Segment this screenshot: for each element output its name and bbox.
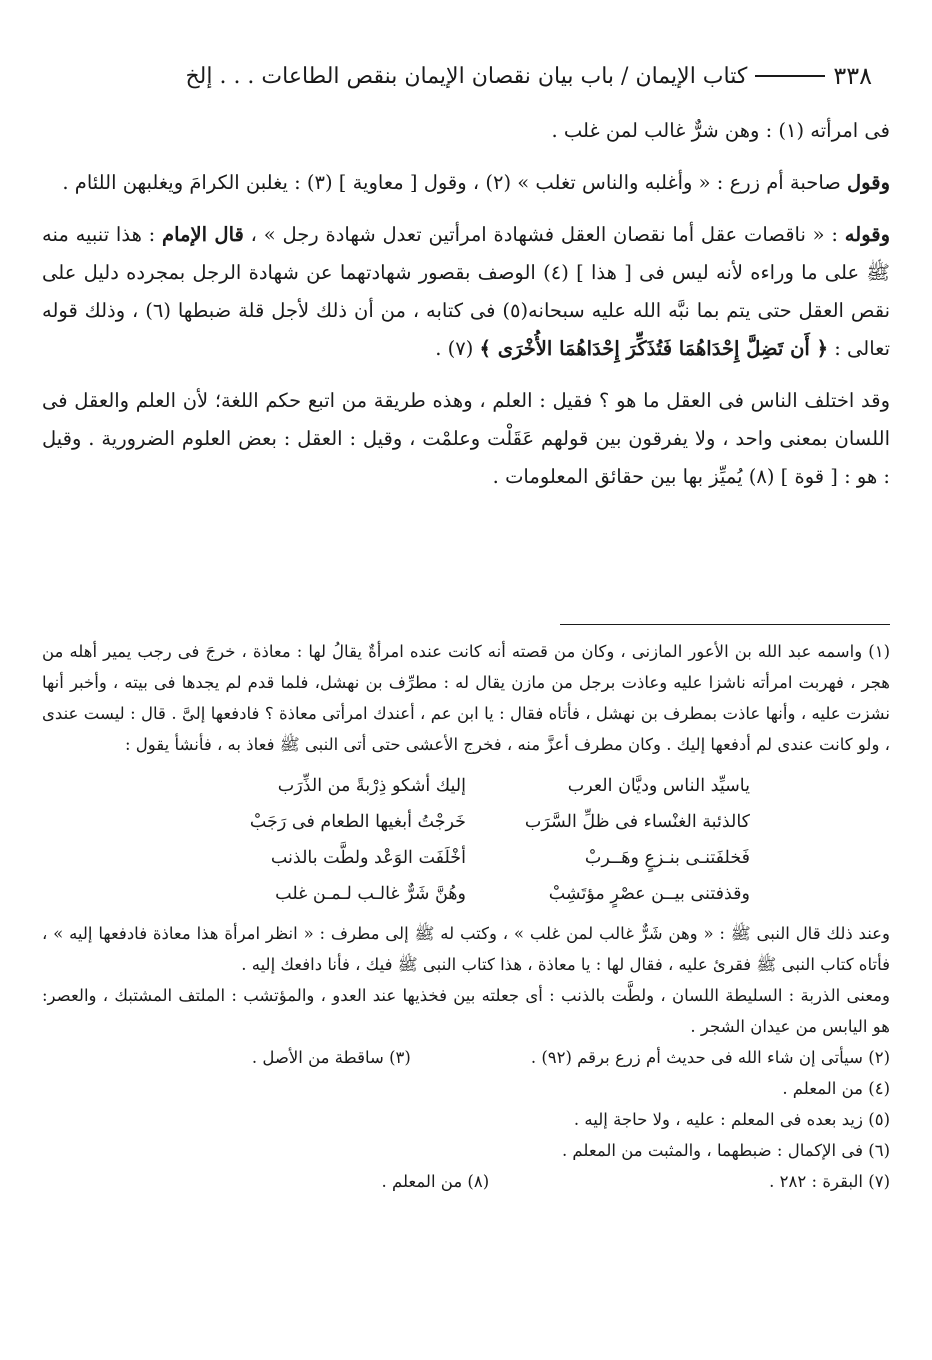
footnote-1: (١) واسمه عبد الله بن الأعور المازنى ، وكان من قصته أنه كانت عنده امرأةٌ يقالُ لها : معاذة ، خرجَ فى رجب يمير أهله من هجر ، فهربت امرأته ناشزا عليه وعاذت برجل من مازن يقال له : مطرِّف بن نهشل، فلما قدم لم يجدها فى بيته ، وأخبر أنها نشزت عليه ، وأنها عاذت بمطرف بن نهشل ، فأتاه فقال : يا ابن عم ، أعندك امرأتى معاذة ؟ فادفعها إلىَّ . قال : ليست عندى ، ولو كانت عندى لم أدفعها إليك . وكان مطرف أعزَّ منه ، فخرج الأعشى حتى أتى النبى ﷺ فعاذ به ، فأنشأ يقول :: [42, 642, 890, 754]
poem-verse: فَخلفَتنـى بنـزعٍ وهَــربْ: [584, 848, 750, 868]
footnote-divider: [560, 624, 890, 625]
poem-verse: كالذئبة الغنْساء فى ظلِّ السَّرَب: [524, 812, 750, 832]
footnote-4: (٤) من المعلم .: [782, 1079, 890, 1098]
paragraph-3-text-a: : « ناقصات عقل أما نقصان العقل فشهادة امرأتين تعدل شهادة رجل » ،: [243, 223, 845, 246]
paragraph-3-lead: وقوله: [844, 223, 891, 246]
poem: [102, 770, 830, 910]
footnote-7: (٧) البقرة : ٢٨٢ .: [769, 1172, 890, 1191]
paragraph-1: فى امرأته (١) : وهن شرٌّ غالب لمن غلب .: [551, 119, 890, 142]
poem-verse: أخْلَفَت الوَعْد ولطَّت بالذنب: [270, 848, 466, 868]
paragraph-2-text: صاحبة أم زرع : « وأغلبه والناس تغلب » (٢) ، وقول [ معاوية ] (٣) : يغلبن الكرامَ ويغلبهن اللئام .: [62, 171, 848, 194]
footnote-8: (٨) من المعلم .: [381, 1172, 490, 1191]
poem-verse: ياسيِّد الناس وديَّان العرب: [567, 776, 750, 796]
footnote-1-glossary: ومعنى الذربة : السليطة اللسان ، ولطَّت بالذنب : أى جعلته بين فخذيها عند العدو ، والمؤتشب : الملتف المشتبك ، والعصر: هو اليابس من عيدان الشجر .: [42, 986, 890, 1036]
paragraph-4: وقد اختلف الناس فى العقل ما هو ؟ فقيل : العلم ، وهذه طريقة من اتبع حكم اللغة؛ لأن العلم والعقل فى اللسان بمعنى واحد ، ولا يفرقون بين قولهم عَقَلْت وعلمْت ، وقيل : العقل : بعض العلوم الضرورية . وقيل : هو : [ قوة ] (٨) يُميِّز بها بين حقائق المعلومات .: [42, 389, 890, 488]
running-title: كتاب الإيمان / باب بيان نقصان الإيمان بنقص الطاعات . . . إلخ: [185, 63, 748, 89]
poem-verse: وقذفتنى بيــن عصْرٍ مؤتَشِبْ: [548, 884, 750, 904]
paragraph-3-text-b: : هذا تنبيه منه ﷺ على ما وراءه لأنه ليس فى [ هذا ] (٤) الوصف بقصور شهادتهما عن شهادة الرجل بمجرده دليل على نقص العقل حتى يتم بما نبَّه الله عليه سبحانه(٥) فى كتابه ، من أن ذلك لأجل قلة ضبطها (٦) ، وذلك قوله تعالى :: [42, 223, 890, 360]
page-header: [30, 56, 872, 96]
header-rule: [755, 75, 825, 77]
footnote-5: (٥) زيد بعده فى المعلم : عليه ، ولا حاجة إليه .: [573, 1110, 890, 1129]
poem-verse: وهُنَّ شَرٌّ غالـب لـمـن غلب: [275, 884, 466, 904]
footnote-3: (٣) ساقطة من الأصل .: [251, 1048, 411, 1067]
paragraph-2: [42, 164, 890, 202]
qal-imam: قال الإمام: [162, 223, 244, 246]
footnote-row: [42, 1042, 890, 1073]
main-text: [42, 112, 890, 510]
footnotes: [42, 636, 890, 1197]
poem-verse: إليك أشكو ذِرْبةً من الذِّرَب: [277, 776, 466, 796]
page-number: ٣٣٨: [833, 62, 872, 90]
paragraph-3-text-c: (٧) .: [435, 337, 480, 360]
paragraph-2-lead: وقول: [847, 171, 890, 194]
paragraph-3: [42, 216, 890, 368]
footnote-2: (٢) سيأتى إن شاء الله فى حديث أم زرع برقم (٩٢) .: [530, 1048, 890, 1067]
footnote-row: [42, 1166, 890, 1197]
footnote-6: (٦) فى الإكمال : ضبطهما ، والمثبت من المعلم .: [561, 1141, 890, 1160]
poem-verse: خَرجْتُ أبغيها الطعام فى رَجَبْ: [249, 812, 466, 832]
footnote-1-continued: وعند ذلك قال النبى ﷺ : « وهن شَرٌّ غالب لمن غلب » ، وكتب له ﷺ إلى مطرف : « انظر امرأة هذا معاذة فادفعها إليه » ، فأتاه كتاب النبى ﷺ فقرئ عليه ، فقال لها : يا معاذة ، هذا كتاب النبى ﷺ فيك ، فأنا دافعك إليه .: [42, 924, 890, 974]
quran-verse: ﴿ أَن تَضِلَّ إِحْدَاهُمَا فَتُذَكِّرَ إِحْدَاهُمَا الأُخْرَى ﴾: [479, 337, 829, 360]
